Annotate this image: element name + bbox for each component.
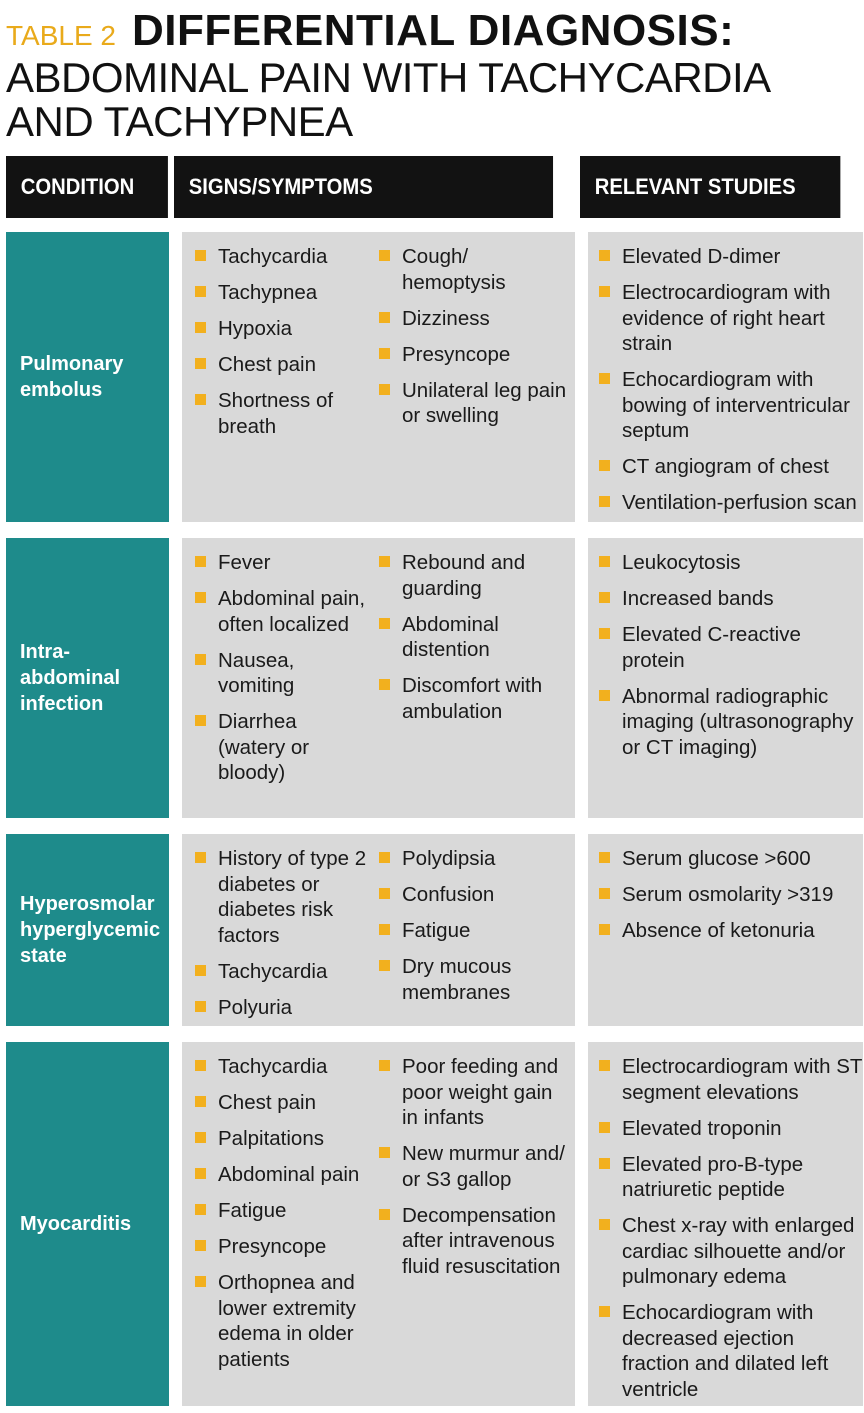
signs-list-item: Orthopnea and lower extremity edema in older patients	[192, 1270, 368, 1372]
signs-list-item: Diarrhea (watery or bloody)	[192, 709, 368, 786]
studies-list-item: Elevated D-dimer	[596, 244, 862, 270]
studies-list-item: Increased bands	[596, 586, 862, 612]
condition-label-line: state	[20, 945, 67, 967]
signs-list	[376, 846, 570, 1005]
studies-list-item: Ventilation-perfusion scan	[596, 490, 862, 516]
condition-label-line: hyperglycemic	[20, 919, 161, 941]
signs-list	[376, 1054, 570, 1279]
signs-list-item: History of type 2 diabetes or diabetes risk factors	[192, 846, 368, 948]
condition-label	[20, 639, 120, 717]
signs-list-item: Rebound and guarding	[376, 550, 570, 601]
condition-label	[20, 1211, 131, 1237]
signs-list-item: Palpitations	[192, 1126, 368, 1152]
signs-list-item: Decompensation after intravenous fluid resuscitation	[376, 1203, 570, 1280]
studies-list-item: CT angiogram of chest	[596, 454, 862, 480]
condition-label	[20, 351, 123, 403]
signs-cell	[182, 538, 575, 818]
studies-cell	[588, 834, 863, 1026]
studies-list-item: Echocardiogram with bowing of interventricular septum	[596, 367, 862, 444]
header-condition: CONDITION	[6, 156, 168, 218]
signs-list-item: Nausea, vomiting	[192, 648, 368, 699]
signs-list-item: Abdominal pain	[192, 1162, 368, 1188]
signs-list-item: Confusion	[376, 882, 570, 908]
studies-list-item: Chest x-ray with enlarged cardiac silhouette and/or pulmonary edema	[596, 1213, 862, 1290]
signs-list-item: Fever	[192, 550, 368, 576]
signs-list	[376, 244, 570, 429]
studies-column	[596, 244, 862, 526]
signs-list	[376, 550, 570, 724]
condition-cell	[6, 1042, 169, 1406]
studies-list-item: Electrocardiogram with evidence of right heart strain	[596, 280, 862, 357]
signs-column-b	[376, 244, 570, 439]
studies-list-item: Serum osmolarity >319	[596, 882, 862, 908]
signs-list-item: Tachycardia	[192, 1054, 368, 1080]
signs-list-item: Abdominal distention	[376, 612, 570, 663]
studies-list-item: Elevated troponin	[596, 1116, 862, 1142]
signs-list-item: Tachycardia	[192, 959, 368, 985]
studies-cell	[588, 1042, 863, 1406]
signs-list-item: Dry mucous membranes	[376, 954, 570, 1005]
table-headline: DIFFERENTIAL DIAGNOSIS:	[131, 6, 735, 55]
signs-list	[192, 550, 368, 786]
signs-list-item: Tachypnea	[192, 280, 368, 306]
signs-column-b	[376, 1054, 570, 1290]
signs-list-item: Polydipsia	[376, 846, 570, 872]
studies-list	[596, 1054, 862, 1402]
studies-list-item: Echocardiogram with decreased ejection fraction and dilated left ventricle	[596, 1300, 862, 1402]
signs-cell	[182, 1042, 575, 1406]
signs-list-item: Cough/ hemoptysis	[376, 244, 570, 295]
condition-label-line: Intra-	[20, 641, 70, 663]
studies-cell	[588, 538, 863, 818]
studies-list-item: Elevated pro-B-type natriuretic peptide	[596, 1152, 862, 1203]
signs-list	[192, 1054, 368, 1372]
condition-label-line: embolus	[20, 379, 103, 401]
studies-column	[596, 846, 862, 954]
signs-list-item: Polyuria	[192, 995, 368, 1021]
signs-list-item: Hypoxia	[192, 316, 368, 342]
table-label: TABLE 2	[6, 20, 116, 51]
signs-list-item: Dizziness	[376, 306, 570, 332]
signs-column-a	[192, 1054, 368, 1383]
studies-cell	[588, 232, 863, 522]
condition-label-line: Myocarditis	[20, 1213, 132, 1235]
condition-label-line: abdominal	[20, 667, 121, 689]
table-title	[6, 6, 862, 144]
signs-list-item: Poor feeding and poor weight gain in infants	[376, 1054, 570, 1131]
signs-list-item: Abdominal pain, often localized	[192, 586, 368, 637]
table-subtitle-line-1: ABDOMINAL PAIN WITH TACHYCARDIA	[6, 54, 771, 101]
studies-column	[596, 1054, 862, 1413]
studies-list	[596, 846, 862, 944]
signs-column-b	[376, 846, 570, 1016]
signs-column-a	[192, 846, 368, 1031]
signs-column-b	[376, 550, 570, 735]
header-relevant-studies: RELEVANT STUDIES	[580, 156, 840, 218]
signs-list-item: New murmur and/ or S3 gallop	[376, 1141, 570, 1192]
studies-column	[596, 550, 862, 771]
signs-column-a	[192, 244, 368, 450]
table-subtitle-line-2: AND TACHYPNEA	[6, 98, 353, 145]
signs-list-item: Presyncope	[376, 342, 570, 368]
signs-list	[192, 244, 368, 439]
signs-list-item: Chest pain	[192, 352, 368, 378]
signs-cell	[182, 834, 575, 1026]
studies-list-item: Serum glucose >600	[596, 846, 862, 872]
condition-label-line: Pulmonary	[20, 353, 124, 375]
signs-list-item: Presyncope	[192, 1234, 368, 1260]
condition-label	[20, 891, 160, 969]
signs-cell	[182, 232, 575, 522]
signs-list-item: Shortness of breath	[192, 388, 368, 439]
condition-cell	[6, 232, 169, 522]
signs-list-item: Tachycardia	[192, 244, 368, 270]
condition-label-line: infection	[20, 693, 104, 715]
studies-list-item: Absence of ketonuria	[596, 918, 862, 944]
condition-label-line: Hyperosmolar	[20, 893, 155, 915]
studies-list	[596, 244, 862, 516]
header-signs-symptoms: SIGNS/SYMPTOMS	[174, 156, 553, 218]
signs-list-item: Discomfort with ambulation	[376, 673, 570, 724]
studies-list	[596, 550, 862, 760]
signs-list-item: Fatigue	[192, 1198, 368, 1224]
signs-list	[192, 846, 368, 1020]
condition-cell	[6, 834, 169, 1026]
studies-list-item: Leukocytosis	[596, 550, 862, 576]
signs-list-item: Unilateral leg pain or swelling	[376, 378, 570, 429]
studies-list-item: Elevated C-reactive protein	[596, 622, 862, 673]
signs-column-a	[192, 550, 368, 796]
signs-list-item: Fatigue	[376, 918, 570, 944]
studies-list-item: Abnormal radiographic imaging (ultrasonography or CT imaging)	[596, 684, 862, 761]
studies-list-item: Electrocardiogram with ST segment elevations	[596, 1054, 862, 1105]
condition-cell	[6, 538, 169, 818]
signs-list-item: Chest pain	[192, 1090, 368, 1116]
